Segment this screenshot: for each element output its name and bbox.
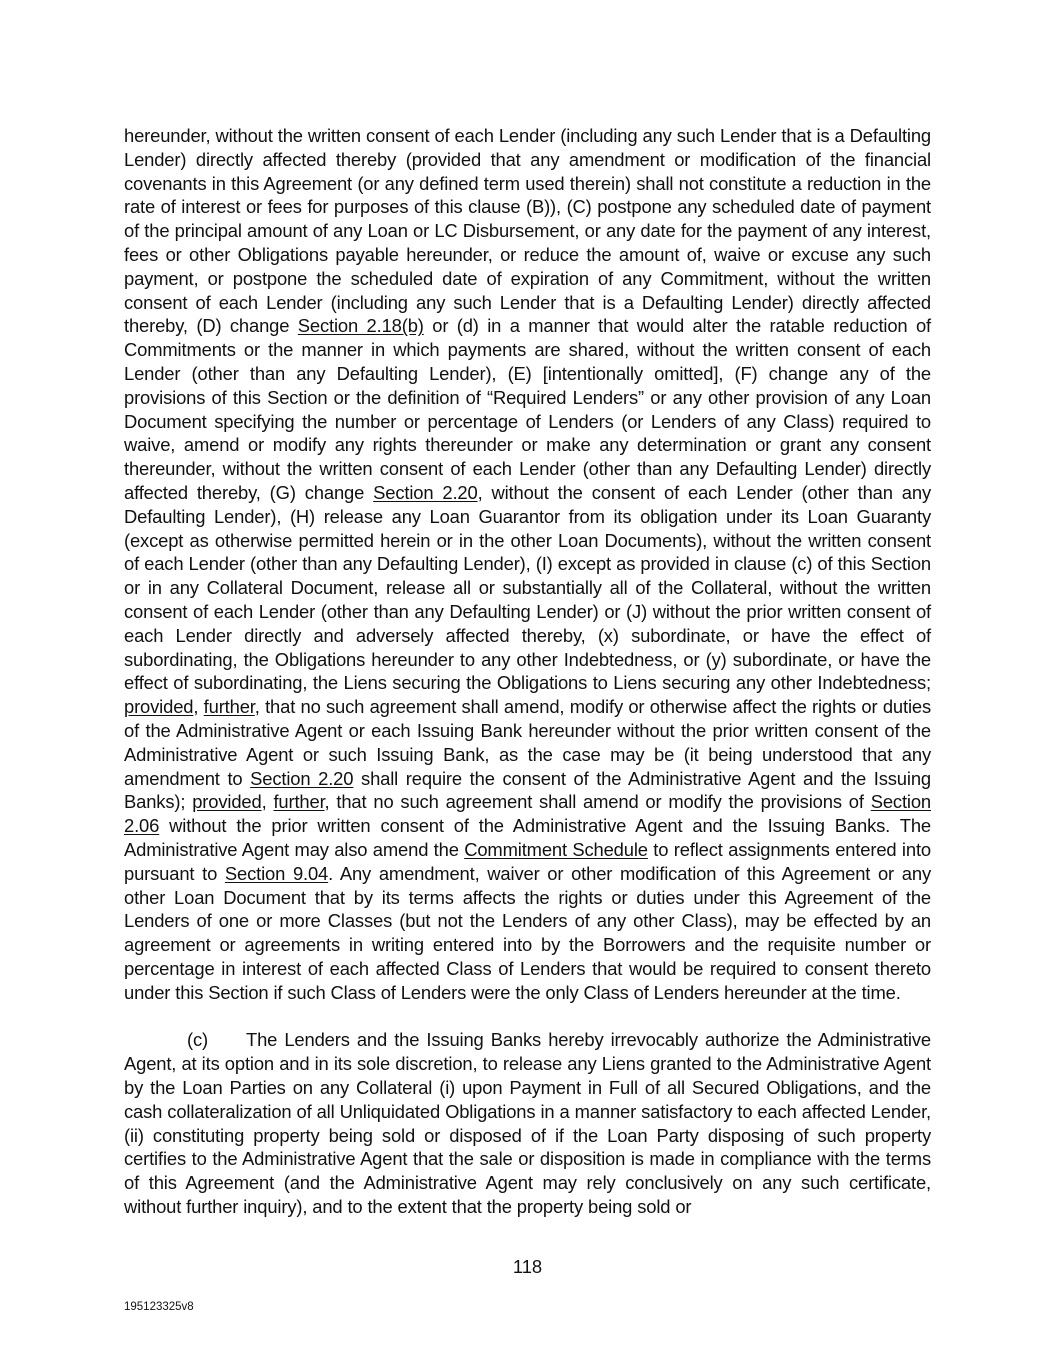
- body-text: [124, 124, 931, 1219]
- text-run: shall require the consent of the Administrative Agent and the Issuing Banks);: [124, 767, 931, 813]
- underlined-reference: further: [203, 696, 255, 718]
- underlined-reference: provided: [192, 791, 262, 813]
- underlined-reference: further: [273, 791, 325, 813]
- clause-text: The Lenders and the Issuing Banks hereby irrevocably authorize the Administrative Agent, at its option and in its sole discretion, to release any Liens granted to the Administrative Agent by the Loan Parties on any Collateral (i) upon Payment in Full of all Secured Obligations, and the cash collateralization of all Unliquidated Obligations in a manner satisfactory to each affected Lender, (ii) constituting property being sold or disposed of if the Loan Party disposing of such property certifies to the Administrative Agent that the sale or disposition is made in compliance with the terms of this Agreement (and the Administrative Agent may rely conclusively on any such certificate, without further inquiry), and to the extent that the property being sold or: [124, 1029, 931, 1218]
- text-run: . Any amendment, waiver or other modification of this Agreement or any other Loan Document that by its terms affects the rights or duties under this Agreement of the Lenders of one or more Classes (but not the Lenders of any other Class), may be effected by an agreement or agreements in writing entered into by the Borrowers and the requisite number or percentage in interest of each affected Class of Lenders that would be required to consent thereto under this Section if such Class of Lenders were the only Class of Lenders hereunder at the time.: [124, 862, 931, 1003]
- underlined-reference: provided: [124, 696, 194, 718]
- text-run: , that no such agreement shall amend or modify the provisions of: [324, 791, 871, 813]
- text-run: , that no such agreement shall amend, modify or otherwise affect the rights or duties of the Administrative Agent or each Issuing Bank hereunder without the prior written consent of the Administrative Agent or such Issuing Bank, as the case may be (it being understood that any amendment to: [124, 696, 931, 789]
- underlined-reference: Section 9.04: [224, 862, 329, 884]
- text-run: ,: [193, 696, 204, 718]
- paragraph-c-release-of-liens: [124, 1028, 931, 1218]
- document-id: 195123325v8: [124, 1301, 194, 1313]
- underlined-reference: Section 2.20: [373, 481, 478, 503]
- underlined-reference: Section 2.20: [250, 767, 354, 789]
- underlined-reference: Section 2.18(b): [297, 315, 424, 337]
- text-run: without the prior written consent of the Administrative Agent and the Issuing Banks. The Administrative Agent may also amend the: [124, 815, 931, 860]
- text-run: to reflect assignments entered into pursuant to: [124, 838, 931, 884]
- underlined-reference: Section 2.06: [124, 791, 932, 837]
- text-run: hereunder, without the written consent of each Lender (including any such Lender that is a Defaulting Lender) directly affected thereby (provided that any amendment or modification of the financial covenants in this Agreement (or any defined term used therein) shall not constitute a reduction in the rate of interest or fees for purposes of this clause (B)), (C) postpone any scheduled date of payment of the principal amount of any Loan or LC Disbursement, or any date for the payment of any interest, fees or other Obligations payable hereunder, or reduce the amount of, waive or excuse any such payment, or postpone the scheduled date of expiration of any Commitment, without the written consent of each Lender (including any such Lender that is a Defaulting Lender) directly affected thereby, (D) change: [124, 125, 931, 337]
- underlined-reference: Commitment Schedule: [464, 838, 648, 860]
- paragraph-amendments-continued: [124, 124, 931, 1004]
- clause-marker: (c): [187, 1029, 208, 1051]
- text-run: or (d) in a manner that would alter the ratable reduction of Commitments or the manner in which payments are shared, without the written consent of each Lender (other than any Defaulting Lender), (E) [intentionally omitted], (F) change any of the provisions of this Section or the definition of “Required Lenders” or any other provision of any Loan Document specifying the number or percentage of Lenders (or Lenders of any Class) required to waive, amend or modify any rights thereunder or make any determination or grant any consent thereunder, without the written consent of each Lender (other than any Defaulting Lender) directly affected thereby, (G) change: [124, 315, 931, 503]
- text-run: , without the consent of each Lender (other than any Defaulting Lender), (H) release any Loan Guarantor from its obligation under its Loan Guaranty (except as otherwise permitted herein or in the other Loan Documents), without the written consent of each Lender (other than any Defaulting Lender), (I) except as provided in clause (c) of this Section or in any Collateral Document, release all or substantially all of the Collateral, without the written consent of each Lender (other than any Defaulting Lender) or (J) without the prior written consent of each Lender directly and adversely affected thereby, (x) subordinate, or have the effect of subordinating, the Obligations hereunder to any other Indebtedness, or (y) subordinate, or have the effect of subordinating, the Liens securing the Obligations to Liens securing any other Indebtedness;: [124, 481, 931, 694]
- text-run: ,: [261, 791, 274, 813]
- page-number: 118: [512, 1256, 543, 1277]
